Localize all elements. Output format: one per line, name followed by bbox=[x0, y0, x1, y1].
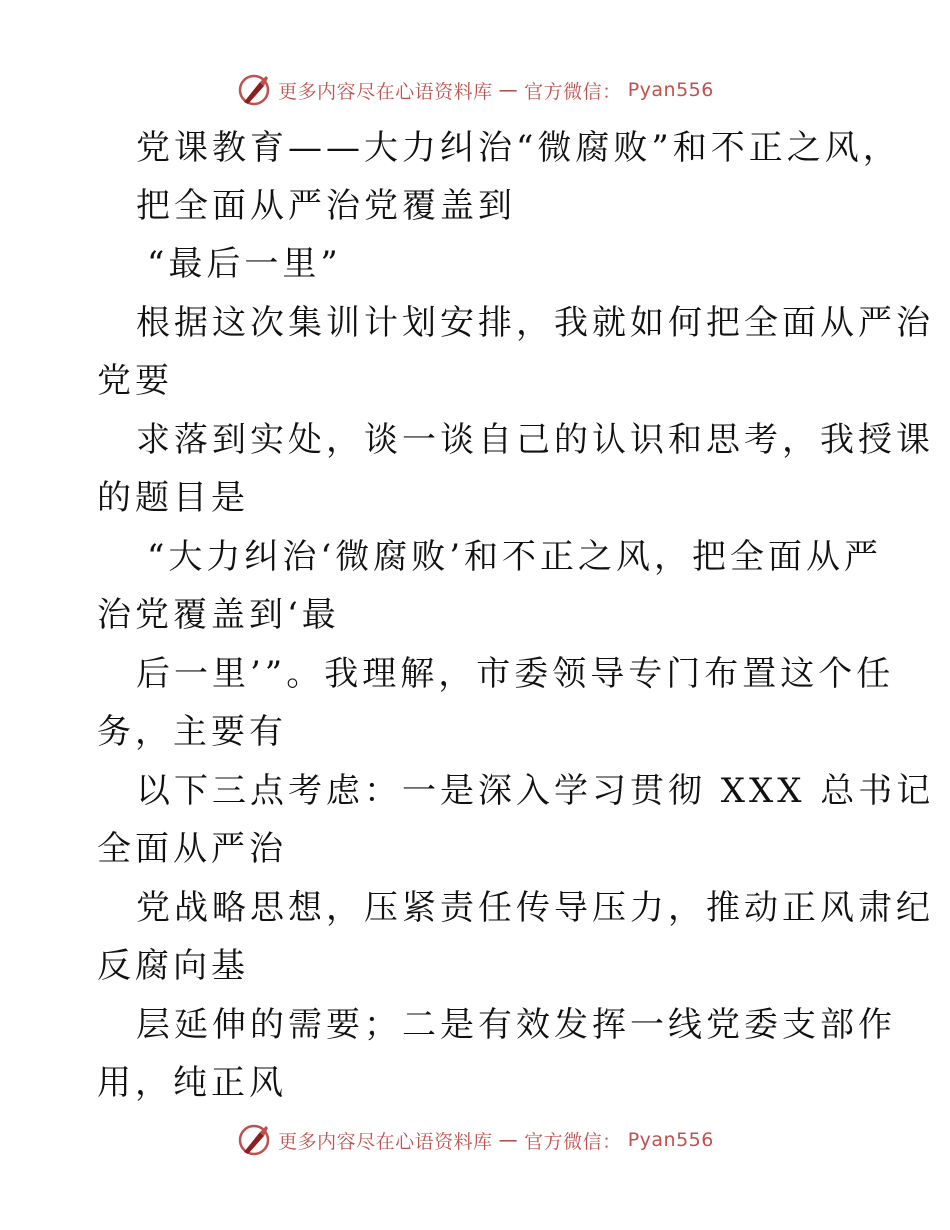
doc-paragraph-line: 党战略思想，压紧责任传导压力，推动正风肃纪 bbox=[136, 888, 934, 928]
doc-paragraph-line: “大力纠治‘微腐败’和不正之风，把全面从严 bbox=[147, 537, 882, 577]
doc-paragraph-line: 党要 bbox=[97, 361, 173, 401]
doc-paragraph-line: 层延伸的需要；二是有效发挥一线党委支部作 bbox=[136, 1005, 896, 1045]
doc-paragraph-line: 的题目是 bbox=[97, 478, 249, 518]
doc-paragraph-line: 务，主要有 bbox=[97, 712, 287, 752]
pen-logo-icon bbox=[236, 72, 272, 108]
watermark-footer bbox=[0, 1118, 950, 1162]
watermark-separator: — bbox=[498, 1129, 519, 1151]
doc-paragraph-line: 用，纯正风 bbox=[97, 1063, 287, 1103]
watermark-header bbox=[0, 68, 950, 112]
watermark-wechat-label: 官方微信： bbox=[524, 1130, 622, 1153]
doc-paragraph-line: 根据这次集训计划安排，我就如何把全面从严治 bbox=[136, 303, 934, 343]
doc-title-line-1: 党课教育——大力纠治“微腐败”和不正之风， bbox=[136, 128, 901, 168]
doc-paragraph-line: 求落到实处，谈一谈自己的认识和思考，我授课 bbox=[136, 420, 934, 460]
doc-paragraph-line: 治党覆盖到‘最 bbox=[97, 595, 340, 635]
doc-paragraph-line: 以下三点考虑：一是深入学习贯彻 XXX 总书记 bbox=[136, 771, 935, 811]
doc-paragraph-line: 反腐向基 bbox=[97, 946, 249, 986]
doc-title-line-3: “最后一里” bbox=[147, 244, 342, 284]
doc-paragraph-line: 后一里’”。我理解，市委领导专门布置这个任 bbox=[136, 654, 895, 694]
watermark-wechat-id: Pyan556 bbox=[627, 79, 714, 101]
pen-logo-icon bbox=[236, 1122, 272, 1158]
watermark-separator: — bbox=[498, 79, 519, 101]
doc-paragraph-line: 全面从严治 bbox=[97, 829, 287, 869]
watermark-wechat-label: 官方微信： bbox=[524, 80, 622, 103]
watermark-wechat-id: Pyan556 bbox=[627, 1129, 714, 1151]
doc-title-line-2: 把全面从严治党覆盖到 bbox=[136, 186, 516, 226]
watermark-text: 更多内容尽在心语资料库 bbox=[278, 1130, 493, 1153]
watermark-text: 更多内容尽在心语资料库 bbox=[278, 80, 493, 103]
